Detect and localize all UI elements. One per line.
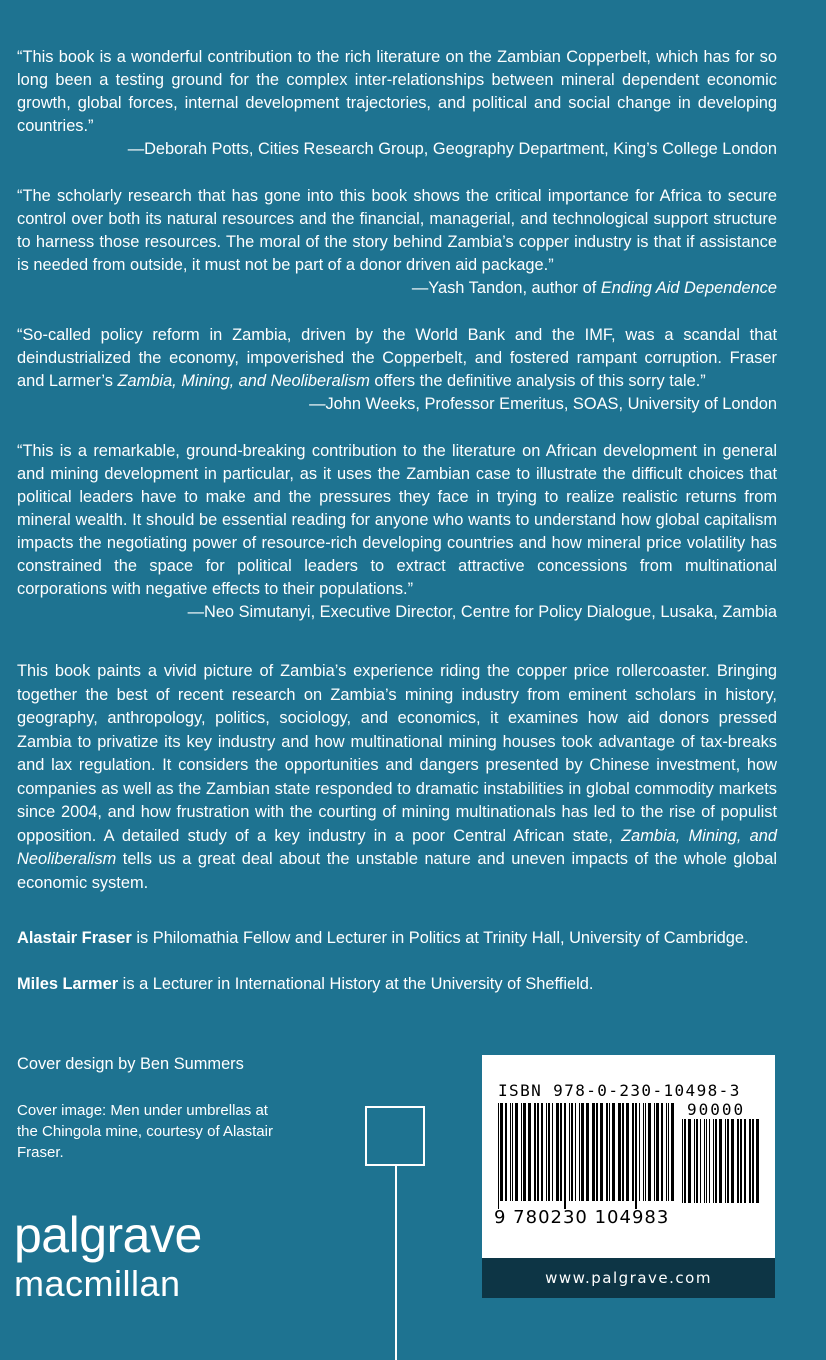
barcode-bar <box>556 1103 559 1201</box>
barcode-bar <box>546 1103 547 1201</box>
barcode-bar <box>581 1103 584 1201</box>
isbn-label: ISBN 978-0-230-10498-3 <box>498 1081 741 1100</box>
barcode-bar <box>704 1119 705 1203</box>
barcode-bar <box>671 1103 674 1201</box>
cover-image-credit: Cover image: Men under umbrellas at the Chingola mine, courtesy of Alastair Fraser. <box>17 1102 273 1161</box>
quote-book-title: Zambia, Mining, and Neoliberalism <box>117 372 370 390</box>
barcode-bar <box>523 1103 526 1201</box>
endorsement-simutanyi <box>17 440 777 624</box>
quote-attribution: —John Weeks, Professor Emeritus, SOAS, University of London <box>309 395 777 413</box>
barcode-bar <box>684 1119 686 1203</box>
cover-design-credit: Cover design by Ben Summers <box>17 1055 244 1073</box>
barcode-bar <box>632 1103 634 1201</box>
barcode-bar <box>727 1119 729 1203</box>
barcode-bar <box>715 1119 717 1203</box>
barcode-bar <box>521 1103 522 1201</box>
barcode-bar <box>548 1103 550 1201</box>
barcode-bar <box>682 1119 683 1203</box>
barcode-bar <box>571 1103 573 1201</box>
barcode-bar <box>510 1103 511 1201</box>
author-bio-larmer <box>17 973 593 995</box>
quote-text: “The scholarly research that has gone into this book shows the critical importance for Africa to secure control over both its natural resources and the financial, managerial, and technological support structure to harness those resources. The moral of the story behind Zambia’s copper industry is that if assistance is needed from outside, it must not be part of a donor driven aid package.” <box>17 187 777 274</box>
quote-attribution: —Neo Simutanyi, Executive Director, Centre for Policy Dialogue, Lusaka, Zambia <box>187 603 777 621</box>
barcode-bar <box>744 1119 746 1203</box>
barcode-bar <box>737 1119 739 1203</box>
barcode-bar <box>592 1103 595 1201</box>
quote-attribution: —Deborah Potts, Cities Research Group, Geography Department, King’s College London <box>127 140 777 158</box>
barcode-bar <box>528 1103 531 1201</box>
description-start: This book paints a vivid picture of Zambia’s experience riding the copper price rollercoaster. Bringing together the best of recent research on Zambia’s mining industry from eminent scholars in history, geography, anthropology, politics, sociology, and economics, it examines how aid donors pressed Zambia to privatize its key industry and how multinational mining houses took advantage of tax-breaks and lax regulation. It considers the opportunities and dangers presented by Chinese investment, how companies as well as the Zambian state responded to dramatic instabilities in global commodity markets since 2004, and how frustration with the courting of mining multinationals has led to the rise of populist opposition. A detailed study of a key industry in a poor Central African state, <box>17 662 777 845</box>
barcode-bar <box>694 1119 695 1203</box>
barcode-bar <box>654 1103 655 1201</box>
barcode-bar <box>749 1119 751 1203</box>
publisher-logo-line1: palgrave <box>14 1207 202 1263</box>
barcode-bar <box>648 1103 651 1201</box>
quote-attribution <box>17 277 777 300</box>
author-name: Miles Larmer <box>17 975 119 993</box>
barcode-bar <box>752 1119 754 1203</box>
price-code: 90000 <box>687 1100 746 1119</box>
attribution-book-title: Ending Aid Dependence <box>600 279 777 297</box>
barcode-bar <box>515 1103 518 1201</box>
barcode-bar <box>552 1103 553 1201</box>
barcode-bar <box>600 1103 603 1201</box>
barcode-bar <box>541 1103 543 1201</box>
barcode-bar <box>579 1103 580 1201</box>
description-book-title: Zambia, Mining, and Neoliberalism <box>17 826 777 868</box>
barcode-bar <box>626 1103 629 1201</box>
barcode-bar <box>512 1103 513 1201</box>
author-name: Alastair Fraser <box>17 929 132 947</box>
barcode-bar <box>756 1119 759 1203</box>
isbn-barcode <box>482 1055 775 1265</box>
quote-text-end: offers the definitive analysis of this sorry tale.” <box>369 372 706 390</box>
barcode-bar <box>725 1119 726 1203</box>
publisher-logo <box>14 1207 202 1304</box>
barcode-bar <box>635 1103 637 1209</box>
barcode-bar <box>569 1103 570 1201</box>
quote-text: “This is a remarkable, ground-breaking contribution to the literature on African development in general and mining development in particular, as it uses the Zambian case to illustrate the difficult choices that political leaders have to make and the pressures they face in trying to realize realistic returns from mineral wealth. It should be essential reading for anyone who wants to understand how global capitalism impacts the negotiating power of resource-rich developing countries and how mineral price volatility has constrained the space for political leaders to extract attractive concessions from multinational corporations with negative effects to their populations.” <box>17 442 777 598</box>
endorsement-tandon <box>17 185 777 300</box>
barcode-bar <box>534 1103 536 1201</box>
barcode-bar <box>696 1119 698 1203</box>
endorsement-weeks <box>17 324 777 416</box>
author-bio-text: is a Lecturer in International History at the University of Sheffield. <box>118 975 594 993</box>
barcode-bar <box>505 1103 507 1201</box>
ean-digits: 9 780230 104983 <box>494 1207 670 1228</box>
barcode-bar <box>719 1119 722 1203</box>
barcode-bar <box>618 1103 621 1201</box>
barcode-bar <box>740 1119 742 1203</box>
barcode-bar <box>560 1103 562 1201</box>
barcode-bar <box>586 1103 589 1201</box>
barcode-bar <box>537 1103 539 1201</box>
barcode-bar <box>731 1119 734 1203</box>
barcode-bar <box>643 1103 644 1201</box>
barcode-bar <box>575 1103 576 1201</box>
publisher-logo-line2: macmillan <box>14 1263 181 1304</box>
barcode-bar <box>622 1103 624 1201</box>
barcode-bar <box>639 1103 640 1201</box>
barcode-bar <box>609 1103 610 1201</box>
author-bio-text: is Philomathia Fellow and Lecturer in Politics at Trinity Hall, University of Cambridge. <box>131 929 749 947</box>
decorative-line <box>395 1166 397 1360</box>
publisher-url: www.palgrave.com <box>482 1258 775 1298</box>
endorsements <box>17 46 777 648</box>
author-bio-fraser <box>17 927 749 949</box>
quote-text <box>17 324 777 393</box>
attribution-prefix: —Yash Tandon, author of <box>411 279 601 297</box>
barcode-bar <box>713 1119 714 1203</box>
barcode-bar <box>596 1103 598 1201</box>
barcode-bar <box>656 1103 659 1201</box>
barcode-bar <box>612 1103 615 1201</box>
barcode-bar <box>700 1119 701 1203</box>
barcode-bar <box>606 1103 608 1201</box>
barcode-bar <box>564 1103 566 1209</box>
barcode-bar <box>498 1103 499 1209</box>
ean-bars <box>496 1103 676 1209</box>
barcode-bar <box>688 1119 691 1203</box>
barcode-bar <box>661 1103 663 1201</box>
endorsement-potts <box>17 46 777 161</box>
addon-bars <box>680 1119 762 1211</box>
barcode-bar <box>706 1119 707 1203</box>
quote-text: “This book is a wonderful contribution to the rich literature on the Zambian Copperbelt, which has for so long been a testing ground for the complex inter-relationships between mineral dependent economic growth, global forces, internal development trajectories, and political and social change in developing countries.” <box>17 48 777 135</box>
description-end: tells us a great deal about the unstable nature and uneven impacts of the whole global economic system. <box>17 850 777 892</box>
book-description <box>17 660 777 895</box>
barcode-bar <box>645 1103 646 1201</box>
barcode-bar <box>666 1103 667 1201</box>
barcode-bar <box>668 1103 669 1201</box>
decorative-square <box>365 1106 425 1166</box>
barcode-bar <box>500 1103 503 1201</box>
quote-text-start: “So-called policy reform in Zambia, driven by the World Bank and the IMF, was a scandal that deindustrialized the economy, impoverished the Copperbelt, and fostered rampant corruption. Fraser and Larmer’s <box>17 326 777 390</box>
barcode-bar <box>709 1119 710 1203</box>
